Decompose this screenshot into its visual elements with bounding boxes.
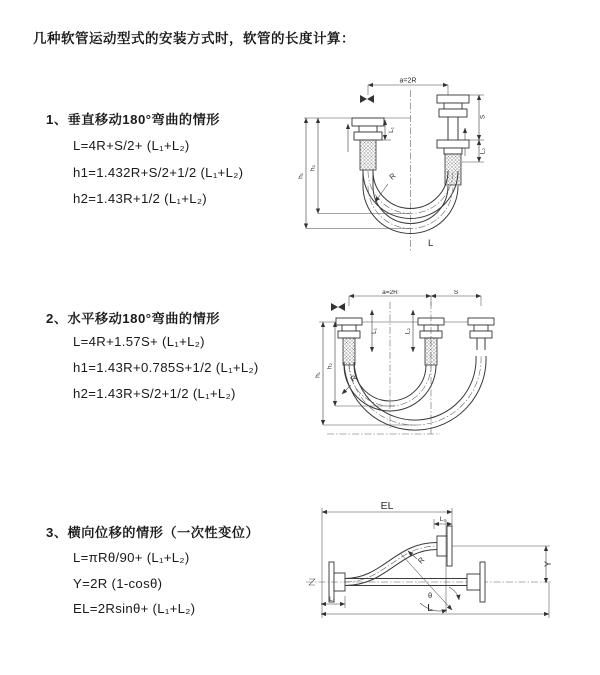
formula-L-1: L=4R+S/2+ (L₁+L₂) [73, 138, 190, 153]
formula-EL-3: EL=2Rsinθ+ (L₁+L₂) [73, 601, 196, 616]
d2-hose-u-bend-pos2 [344, 356, 486, 430]
dim-label-y: Y [543, 560, 553, 568]
formula-h1-1: h1=1.432R+S/2+1/2 (L₁+L₂) [73, 165, 244, 180]
dim-label-theta: θ [428, 591, 433, 600]
dim-label-a2r: a=2R [399, 77, 417, 85]
dim-label-s: S [479, 114, 487, 120]
formula-h2-1: h2=1.43R+1/2 (L₁+L₂) [73, 191, 207, 206]
d1-radius-callout [375, 171, 398, 202]
dim-label-el: EL [380, 500, 394, 512]
dim-label-l1: L₁ [388, 127, 395, 133]
diagram-horizontal-180-bend [315, 290, 560, 440]
d2-moving-flange-pos2 [468, 318, 494, 350]
section-3-heading: 3、横向位移的情形（一次性变位） [46, 525, 260, 540]
valve-icon [331, 303, 345, 311]
d3-dim-L1 [321, 596, 345, 608]
dim-label-a2r: a=2R [382, 290, 398, 296]
formula-Y-3: Y=2R (1-cosθ) [73, 576, 163, 591]
d1-moving-flange [437, 95, 469, 185]
d3-left-flange [309, 562, 345, 602]
dim-label-L: L [428, 238, 434, 249]
formula-L-2: L=4R+1.57S+ (L₁+L₂) [73, 334, 205, 349]
formula-h2-2: h2=1.43R+S/2+1/2 (L₁+L₂) [73, 386, 236, 401]
section-2-heading: 2、水平移动180°弯曲的情形 [46, 311, 220, 326]
formula-L-3: L=πRθ/90+ (L₁+L₂) [73, 550, 190, 565]
valve-icon [360, 95, 374, 103]
diagram-vertical-180-bend [298, 76, 548, 261]
d3-dim-L [321, 583, 549, 618]
d2-fixed-flange [336, 318, 362, 365]
dim-label-h1: h₁ [315, 372, 322, 378]
d2-dim-L2 [405, 310, 414, 352]
dim-label-l1: L₁ [329, 596, 335, 603]
dim-label-l2: L₂ [479, 147, 487, 155]
d3-dim-EL [322, 500, 452, 618]
dim-label-l1: L₁ [371, 328, 378, 334]
d2-dim-L1 [371, 310, 378, 352]
dim-label-L: L [427, 602, 433, 614]
section-1-heading: 1、垂直移动180°弯曲的情形 [46, 112, 220, 127]
dim-label-r: R [387, 171, 398, 182]
d1-top-dimension [368, 78, 448, 96]
dim-label-l2: L₂ [404, 327, 412, 335]
dim-label-r: R [416, 555, 427, 566]
formula-h1-2: h1=1.43R+0.785S+1/2 (L₁+L₂) [73, 360, 259, 375]
dim-label-h1: h₁ [298, 173, 305, 179]
d1-dim-S-L2 [462, 95, 487, 162]
dim-label-l2: L₂ [439, 516, 447, 523]
dim-label-s: S [453, 290, 459, 296]
page-title: 几种软管运动型式的安装方式时，软管的长度计算： [33, 31, 355, 46]
dim-label-h2: h₂ [309, 164, 317, 172]
dim-label-h2: h₂ [326, 362, 334, 370]
diagram-lateral-displacement [300, 500, 580, 645]
dim-label-r: R [348, 373, 359, 384]
d3-upper-flange [437, 526, 452, 566]
d2-top-dimension [349, 290, 481, 306]
